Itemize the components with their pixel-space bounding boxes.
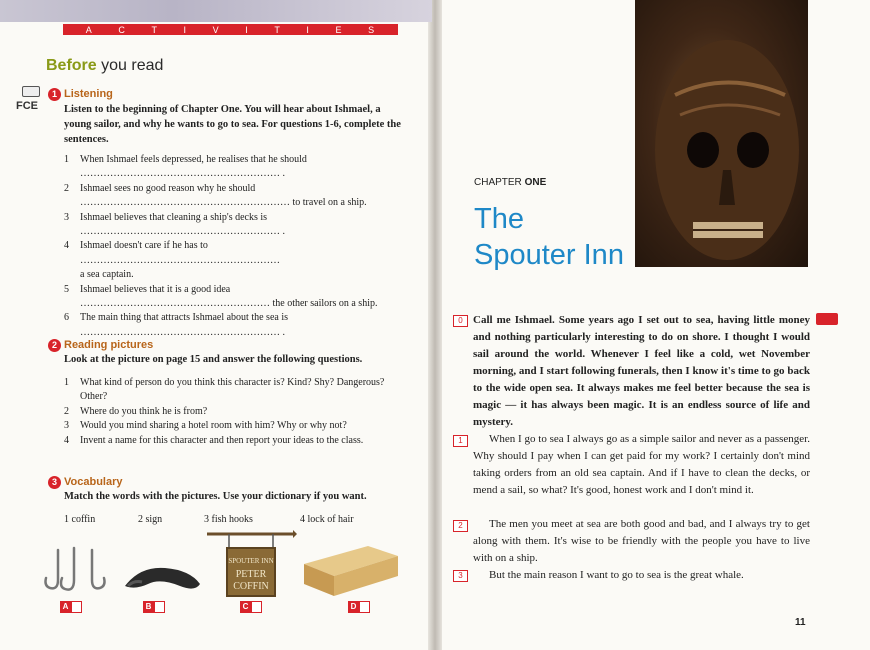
vocabulary-words <box>64 514 404 528</box>
sign-text-1: SPOUTER INN <box>228 557 274 565</box>
word-coffin: 1 coffin <box>64 514 96 525</box>
question-text: Where do you think he is from? <box>80 405 208 417</box>
paragraph-1 <box>473 431 810 499</box>
question-text <box>80 311 404 340</box>
question-blank-line: …………………………………………………… . <box>80 326 285 338</box>
question-line: Ishmael doesn't care if he has to …………………………………………………… <box>80 240 280 266</box>
lock-of-hair-icon <box>120 556 205 596</box>
question-number: 2 <box>64 182 69 194</box>
list-item <box>64 211 404 240</box>
question-blank-line: …………………………………………………… . <box>80 168 285 180</box>
list-item <box>64 239 404 282</box>
question-number: 4 <box>64 240 69 252</box>
tribal-face-icon <box>635 0 808 267</box>
activities-letter: E <box>335 24 343 35</box>
section-title-text: Reading pictures <box>64 339 154 351</box>
list-item <box>64 311 404 340</box>
listening-title <box>48 88 113 101</box>
fish-hooks-icon <box>40 546 110 596</box>
activities-bar <box>63 24 398 35</box>
mask-painting <box>635 0 808 267</box>
question-text: Would you mind sharing a hotel room with him? Why or why not? <box>80 420 347 432</box>
question-line: Ishmael believes that it is a good idea <box>80 283 231 295</box>
answer-box-d[interactable] <box>348 601 370 613</box>
page-number: 11 <box>795 617 806 628</box>
activities-letter: S <box>368 24 376 35</box>
vocabulary-title <box>48 476 123 489</box>
reading-title <box>48 339 153 352</box>
answer-box-b[interactable] <box>143 601 165 613</box>
paragraph-text: But the main reason I want to go to sea is the great whale. <box>489 569 744 581</box>
activities-letter: I <box>245 24 249 35</box>
activities-letter: I <box>306 24 310 35</box>
track-number-2: 2 <box>453 520 468 532</box>
paragraph-2 <box>473 516 810 567</box>
box-letter: C <box>240 601 251 613</box>
question-line: Ishmael sees no good reason why he should <box>80 182 256 194</box>
heading-rest: you read <box>96 57 164 74</box>
sign-text-2: PETER <box>235 569 267 580</box>
section-title-text: Listening <box>64 88 113 100</box>
reading-instructions: Look at the picture on page 15 and answer the following questions. <box>64 354 363 365</box>
listening-instructions: Listen to the beginning of Chapter One. You will hear about Ishmael, a young sailor, and why he wants to go to sea. For questions 1-6, complete the sentences. <box>64 104 401 145</box>
question-number: 4 <box>64 434 69 446</box>
chapter-word: ONE <box>524 177 547 188</box>
box-letter: B <box>143 601 154 613</box>
list-item <box>64 153 404 182</box>
question-number: 1 <box>64 377 69 388</box>
list-item <box>64 283 404 312</box>
fce-badge <box>16 86 46 120</box>
chapter-label <box>474 177 546 188</box>
paragraph-text: The men you meet at sea are both good and bad, and I always try to get along with them. It's wise to be friendly with the people you have to live with on a ship. <box>473 518 810 564</box>
sign-text-3: COFFIN <box>233 581 269 592</box>
question-number: 3 <box>64 420 69 432</box>
list-item <box>64 405 404 419</box>
activities-letter: A <box>85 24 93 35</box>
cd-audio-icon <box>22 86 40 97</box>
activities-letter: C <box>118 24 126 35</box>
question-number: 6 <box>64 312 69 324</box>
question-blank-line: ………………………………………………… the other sailors on a ship. <box>80 298 378 310</box>
track-number-0: 0 <box>453 315 468 327</box>
box-letter: D <box>348 601 359 613</box>
box-input[interactable] <box>251 601 262 613</box>
track-number-3: 3 <box>453 570 468 582</box>
question-text <box>80 239 404 282</box>
question-number: 5 <box>64 283 69 295</box>
activities-letter: T <box>151 24 158 35</box>
section-heading <box>46 57 163 75</box>
section-title-text: Vocabulary <box>64 476 123 488</box>
answer-box-a[interactable] <box>60 601 82 613</box>
title-line-2: Spouter Inn <box>474 239 624 271</box>
box-input[interactable] <box>71 601 82 613</box>
chapter-title <box>474 201 624 273</box>
box-input[interactable] <box>154 601 165 613</box>
question-text <box>80 211 404 240</box>
audio-track-icon <box>816 313 838 325</box>
question-text <box>80 153 404 182</box>
question-number: 2 <box>64 405 69 417</box>
coffin-icon <box>300 542 402 598</box>
box-input[interactable] <box>359 601 370 613</box>
activities-letter: V <box>212 24 220 35</box>
question-line: The main thing that attracts Ishmael about the sea is <box>80 312 288 324</box>
inn-sign-icon <box>205 528 297 600</box>
activities-letter: I <box>183 24 188 35</box>
question-text <box>80 283 404 312</box>
title-line-1: The <box>474 203 524 235</box>
question-line: Ishmael believes that cleaning a ship's decks is <box>80 211 268 223</box>
question-text: What kind of person do you think this character is? Kind? Shy? Dangerous? Other? <box>80 377 385 403</box>
list-item <box>64 419 404 433</box>
vocabulary-instructions: Match the words with the pictures. Use your dictionary if you want. <box>64 491 367 502</box>
word-fish-hooks: 3 fish hooks <box>204 514 253 525</box>
section-number: 1 <box>48 88 61 101</box>
question-number: 3 <box>64 211 69 223</box>
box-letter: A <box>60 601 71 613</box>
question-number: 1 <box>64 154 69 165</box>
word-sign: 2 sign <box>138 514 163 525</box>
question-line: When Ishmael feels depressed, he realises that he should <box>80 154 307 165</box>
paragraph-3 <box>473 567 810 584</box>
paragraph-0: Call me Ishmael. Some years ago I set out to sea, having little money and nothing particularly interesting to do on shore. I thought I would sail around the world. Whenever I feel like a cold, wet November morning, and I start following funerals, then I know it's time to go back to the wide open sea. It always makes me feel better because the sea is magic — it has always been magic. It is an endless source of life and mystery. <box>473 314 810 428</box>
list-item <box>64 376 404 405</box>
question-text <box>80 182 404 211</box>
book-gutter <box>428 0 442 650</box>
fce-label: FCE <box>16 100 38 112</box>
question-blank-line: a sea captain. <box>80 269 134 281</box>
answer-box-c[interactable] <box>240 601 262 613</box>
question-blank-line: …………………………………………………… . <box>80 226 285 238</box>
reading-questions <box>64 376 404 448</box>
top-photo-band <box>0 0 432 22</box>
section-number: 3 <box>48 476 61 489</box>
section-number: 2 <box>48 339 61 352</box>
list-item <box>64 182 404 211</box>
word-lock-of-hair: 4 lock of hair <box>300 514 354 525</box>
question-blank-line: ……………………………………………………… to travel on a ship. <box>80 197 367 209</box>
paragraph-text: When I go to sea I always go as a simple sailor and never as a passenger. Why should I pay when I can get paid for my work? I certainly don't mind taking orders from an old sea captain. And if I have to clean the decks, or mend a sail, so what? It's good, honest work and I don't mind it. <box>473 433 810 496</box>
activities-letter: T <box>274 24 281 35</box>
listening-questions <box>64 153 404 340</box>
list-item <box>64 434 404 448</box>
question-text: Invent a name for this character and then report your ideas to the class. <box>80 434 364 446</box>
track-number-1: 1 <box>453 435 468 447</box>
chapter-prefix: CHAPTER <box>474 177 525 188</box>
heading-strong: Before <box>46 57 97 74</box>
